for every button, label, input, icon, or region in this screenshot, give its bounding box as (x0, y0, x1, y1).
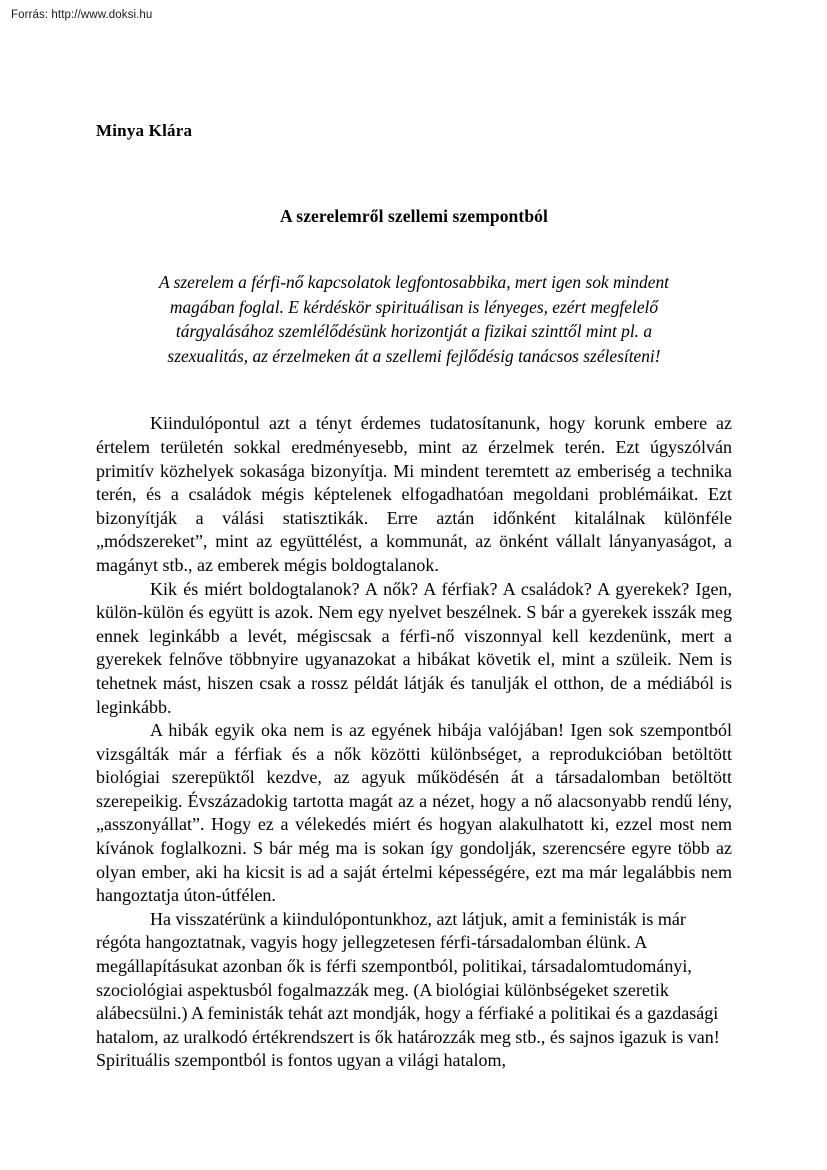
paragraph: A hibák egyik oka nem is az egyének hibája valójában! Igen sok szempontból vizsgálták már a férfiak és a nők közötti különbséget, a reprodukcióban betöltött biológiai szerepüktől kezdve, az agyuk működésén át a társadalomban betöltött szerepeikig. Évszázadokig tartotta magát az a nézet, hogy a nő alacsonyabb rendű lény, „asszonyállat”. Hogy ez a vélekedés miért és hogyan alakulhatott ki, ezzel most nem kívánok foglalkozni. S bár még ma is sokan így gondolják, szerencsére egyre több az olyan ember, aki ha kicsit is ad a saját értelmi képességére, ezt ma már legalábbis nem hangoztatja úton-útfélen. (96, 720, 732, 906)
page-title: A szerelemről szellemi szempontból (280, 206, 548, 226)
paragraph: Ha visszatérünk a kiindulópontunkhoz, azt látjuk, amit a feministák is már régóta hangoztatnak, vagyis hogy jellegzetesen férfi-társadalomban élünk. A megállapításukat azonban ők is férfi szempontból, politikai, társadalomtudományi, szociológiai aspektusból fogalmazzák meg. (A biológiai különbségeket szeretik alábecsülni.) A feministák tehát azt mondják, hogy a férfiaké a politikai és a gazdasági hatalom, az uralkodó értékrendszert is ők határozzák meg stb., és sajnos igazuk is van! Spirituális szempontból is fontos ugyan a világi hatalom, (96, 908, 720, 1071)
paragraph: Kiindulópontul azt a tényt érdemes tudatosítanunk, hogy korunk embere az értelem területén sokkal eredményesebb, mint az érzelmek terén. Ezt úgyszólván primitív közhelyek sokasága bizonyítja. Mi mindent teremtett az emberiség a technika terén, és a családok mégis képtelenek elfogadhatóan megoldani problémáikat. Ezt bizonyítják a válási statisztikák. Erre aztán időnként kitalálnak különféle „módszereket”, mint az együttélést, a kommunát, az önként vállalt lányanyaságot, a magányt stb., az emberek mégis boldogtalanok. (96, 413, 732, 575)
paragraph: Kik és miért boldogtalanok? A nők? A férfiak? A családok? A gyerekek? Igen, külön-külön és együtt is azok. Nem egy nyelvet beszélnek. S bár a gyerekek isszák meg ennek leginkább a levét, mégiscsak a férfi-nő viszonnyal kell kezdenünk, mert a gyerekek felnőve többnyire ugyanazokat a hibákat követik el, mint a szüleik. Nem is tehetnek mást, hiszen csak a rossz példát látják és tanulják el otthon, de a médiából is leginkább. (96, 578, 732, 717)
source-url-header: Forrás: http://www.doksi.hu (11, 9, 153, 21)
document-content (96, 0, 732, 1073)
author-name: Minya Klára (96, 121, 193, 140)
epigraph-abstract: A szerelem a férfi-nő kapcsolatok legfontosabbika, mert igen sok mindent magában foglal. E kérdéskör spirituálisan is lényeges, ezért megfelelő tárgyalásához szemlélődésünk horizontját a fizikai szinttől mint pl. a szexualitás, az érzelmeken át a szellemi fejlődésig tanácsos szélesíteni! (158, 272, 670, 366)
body-text (96, 412, 732, 1073)
